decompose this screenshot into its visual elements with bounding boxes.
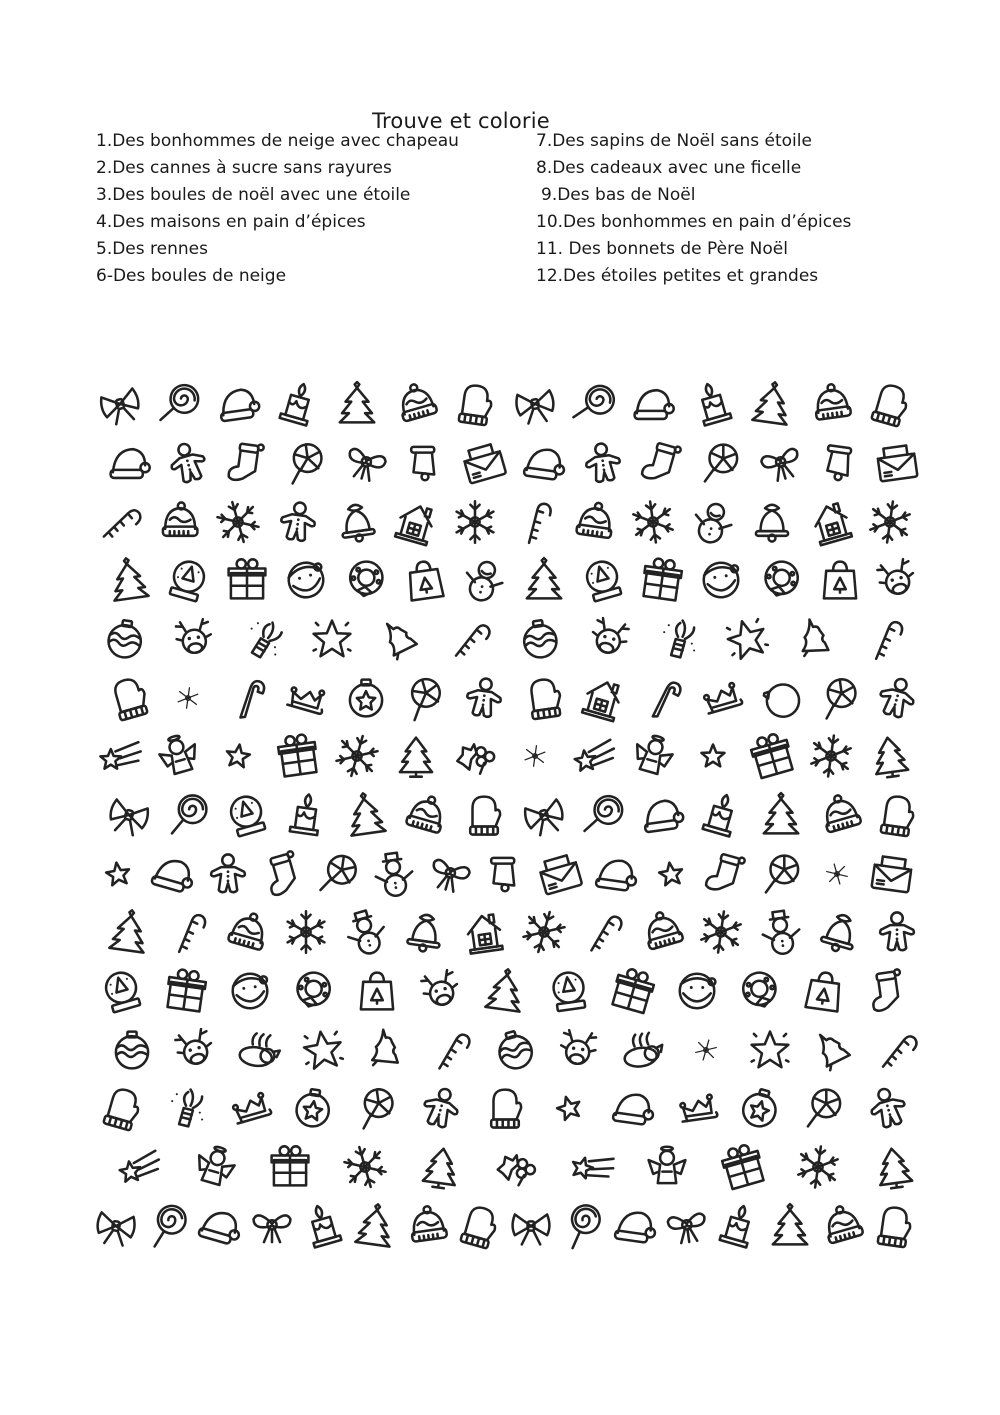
angel-icon <box>186 1139 243 1196</box>
sleigh-icon <box>693 669 750 726</box>
bow-ribbon-icon <box>661 1200 713 1252</box>
search-list-left <box>96 128 459 290</box>
bell-icon <box>399 906 451 958</box>
santa-face-icon <box>674 968 720 1014</box>
knit-hat-icon <box>805 378 857 430</box>
snowman-hatless-icon <box>684 493 741 550</box>
star-small-icon <box>212 730 264 782</box>
ornament-star-icon <box>732 1080 789 1137</box>
shooting-star-icon <box>563 1139 620 1196</box>
turkey-icon <box>616 1024 668 1076</box>
tree-plain-icon <box>393 733 439 779</box>
bell-icon <box>331 496 383 548</box>
knit-hat-icon <box>388 376 445 433</box>
bell-icon <box>749 499 795 545</box>
reindeer-icon <box>580 611 637 668</box>
santa-hat-icon <box>590 848 642 900</box>
knit-hat-icon <box>814 1197 871 1254</box>
star-big-icon <box>297 1024 349 1076</box>
bell-tilted-icon <box>482 851 528 897</box>
ornament-plain-icon <box>755 672 807 724</box>
santa-hat-icon <box>212 378 264 430</box>
mitten-icon <box>862 376 919 433</box>
bow-ribbon-icon <box>421 845 478 902</box>
bow-icon <box>509 378 561 430</box>
sleigh-icon <box>221 1080 278 1137</box>
santa-hat-icon <box>518 437 570 489</box>
snow-globe-icon <box>159 552 216 609</box>
tree-star-icon <box>340 789 392 841</box>
tree-bitten-icon <box>358 1021 415 1078</box>
bell-tilted-icon <box>402 440 448 486</box>
knit-hat-icon <box>397 787 454 844</box>
search-list-right <box>536 128 851 290</box>
candy-cane-striped-icon <box>428 1027 474 1073</box>
search-item-12: 12.Des étoiles petites et grandes <box>536 266 819 286</box>
lollipop-swirl-icon <box>759 851 805 897</box>
angel-icon <box>150 728 207 785</box>
bow-icon <box>508 1203 554 1249</box>
snowflake-icon <box>792 1141 844 1193</box>
shopping-bag-icon <box>798 965 850 1017</box>
snowman-hatless-icon <box>456 552 513 609</box>
lollipop-spiral-icon <box>577 789 629 841</box>
santa-hat-icon <box>145 845 202 902</box>
candy-cane-striped-icon <box>506 493 563 550</box>
reindeer-icon <box>869 552 926 609</box>
snow-globe-icon <box>93 963 150 1020</box>
bow-icon <box>100 787 157 844</box>
gift-icon <box>267 1144 313 1190</box>
gingerbread-man-icon <box>205 851 251 897</box>
star-small-icon <box>92 848 144 900</box>
tree-star-icon <box>334 381 380 427</box>
candy-cane-striped-icon <box>580 909 626 955</box>
letter-icon <box>866 848 918 900</box>
stocking-icon <box>634 435 691 492</box>
snowflake-icon <box>328 728 385 785</box>
gingerbread-man-icon <box>874 909 920 955</box>
search-item-7: 7.Des sapins de Noël sans étoile <box>536 131 812 151</box>
gift-icon <box>743 728 800 785</box>
santa-hat-icon <box>636 789 688 841</box>
lollipop-spiral-icon <box>565 376 622 433</box>
gingerbread-man-icon <box>458 672 510 724</box>
snow-globe-icon <box>219 787 276 844</box>
tree-star-icon <box>479 965 531 1017</box>
lollipop-spiral-icon <box>142 1200 194 1252</box>
gift-icon <box>160 965 212 1017</box>
reindeer-icon <box>552 1024 604 1076</box>
tree-plain-icon <box>868 1141 920 1193</box>
knit-hat-icon <box>568 496 620 548</box>
mitten-icon <box>482 1085 528 1131</box>
search-item-8: 8.Des cadeaux avec une ficelle <box>536 158 802 178</box>
santa-hat-icon <box>607 1082 659 1134</box>
lollipop-swirl-icon <box>351 1082 403 1134</box>
party-popper-icon <box>655 616 701 662</box>
letter-icon <box>532 845 589 902</box>
lollipop-swirl-icon <box>814 672 866 724</box>
search-item-1: 1.Des bonhommes de neige avec chapeau <box>96 131 459 151</box>
lollipop-spiral-icon <box>554 1197 611 1254</box>
mitten-icon <box>871 789 923 841</box>
gift-icon <box>604 963 661 1020</box>
bow-ribbon-icon <box>337 435 394 492</box>
ornament-star-icon <box>343 675 389 721</box>
search-item-6: 6-Des boules de neige <box>96 266 287 286</box>
gingerbread-house-icon <box>803 493 860 550</box>
lollipop-swirl-icon <box>313 848 365 900</box>
snowman-hat-icon <box>337 904 394 961</box>
snowman-hat-icon <box>755 906 807 958</box>
snowflake-icon <box>627 496 679 548</box>
letter-icon <box>871 437 923 489</box>
snowflake-icon <box>452 499 498 545</box>
ornament-star-icon <box>287 1082 339 1134</box>
gift-icon <box>714 1139 771 1196</box>
santa-hat-icon <box>191 1197 248 1254</box>
lollipop-swirl-icon <box>801 1085 847 1131</box>
tree-star-icon <box>103 554 155 606</box>
star-big-icon <box>747 1027 793 1073</box>
gift-icon <box>636 554 688 606</box>
candy-cane-striped-icon <box>162 906 214 958</box>
wreath-icon <box>285 963 342 1020</box>
stocking-icon <box>862 965 914 1017</box>
holly-icon <box>490 1141 542 1193</box>
shooting-star-icon <box>113 1141 165 1193</box>
star-small-icon <box>540 1080 597 1137</box>
candle-icon <box>280 789 332 841</box>
candle-icon <box>684 376 741 433</box>
sleigh-icon <box>671 1082 723 1134</box>
knit-hat-icon <box>401 1200 453 1252</box>
search-item-5: 5.Des rennes <box>96 239 208 259</box>
lollipop-spiral-icon <box>165 792 211 838</box>
mitten-icon <box>93 1080 150 1137</box>
gingerbread-house-icon <box>574 669 631 726</box>
worksheet-title: Trouve et colorie <box>372 109 550 134</box>
candle-icon <box>693 787 750 844</box>
lollipop-spiral-icon <box>153 378 205 430</box>
gingerbread-man-icon <box>159 435 216 492</box>
reindeer-icon <box>168 613 220 665</box>
stocking-icon <box>698 845 755 902</box>
snowman-hat-icon <box>368 848 420 900</box>
gift-icon <box>224 557 270 603</box>
tree-star-icon <box>767 1203 813 1249</box>
search-item-11: 11. Des bonnets de Père Noël <box>536 239 788 259</box>
knit-hat-icon <box>812 787 869 844</box>
gingerbread-house-icon <box>458 906 510 958</box>
candle-icon <box>269 376 326 433</box>
santa-hat-icon <box>609 1200 661 1252</box>
knit-hat-icon <box>634 904 691 961</box>
lollipop-swirl-icon <box>698 440 744 486</box>
tree-plain-icon <box>864 730 916 782</box>
bow-ribbon-icon <box>249 1203 295 1249</box>
tree-star-icon <box>103 906 155 958</box>
snow-globe-icon <box>543 965 595 1017</box>
tree-star-icon <box>521 557 567 603</box>
snowflake-icon <box>805 730 857 782</box>
party-popper-icon <box>163 1085 209 1131</box>
wreath-icon <box>752 552 809 609</box>
snowflake-icon <box>210 493 267 550</box>
snowflake-small-icon <box>509 730 561 782</box>
angel-icon <box>625 728 682 785</box>
tree-bitten-icon <box>805 1021 862 1078</box>
candy-cane-plain-icon <box>639 675 685 721</box>
gingerbread-man-icon <box>860 1080 917 1137</box>
shopping-bag-icon <box>399 554 451 606</box>
mitten-icon <box>451 1197 508 1254</box>
mitten-icon <box>868 1200 920 1252</box>
search-item-10: 10.Des bonhommes en pain d’épices <box>536 212 852 232</box>
turkey-icon <box>233 1024 285 1076</box>
snowflake-icon <box>515 904 572 961</box>
snowflake-small-icon <box>162 672 214 724</box>
tree-star-icon <box>758 792 804 838</box>
star-big-icon <box>719 611 776 668</box>
tree-bitten-icon <box>790 613 842 665</box>
santa-face-icon <box>224 965 276 1017</box>
christmas-icon-grid <box>90 375 920 1255</box>
candy-cane-striped-icon <box>859 613 911 665</box>
candy-cane-striped-icon <box>871 1024 923 1076</box>
knit-hat-icon <box>156 499 202 545</box>
snowflake-icon <box>695 906 747 958</box>
gift-icon <box>272 730 324 782</box>
bow-icon <box>91 376 148 433</box>
snow-globe-icon <box>574 552 631 609</box>
snowflake-icon <box>337 1139 394 1196</box>
bow-icon <box>515 787 572 844</box>
tree-star-icon <box>349 1200 401 1252</box>
search-item-9: 9.Des bas de Noël <box>541 185 696 205</box>
holly-icon <box>447 728 504 785</box>
star-big-icon <box>309 616 355 662</box>
gingerbread-house-icon <box>388 493 445 550</box>
gingerbread-man-icon <box>577 437 629 489</box>
ornament-waves-icon <box>486 1021 543 1078</box>
tree-bitten-icon <box>373 611 430 668</box>
santa-hat-icon <box>630 381 676 427</box>
ornament-waves-icon <box>109 1027 155 1073</box>
ornament-waves-icon <box>514 613 566 665</box>
stocking-icon <box>221 437 273 489</box>
mitten-icon <box>461 792 507 838</box>
santa-face-icon <box>278 552 335 609</box>
gingerbread-man-icon <box>272 496 324 548</box>
wreath-icon <box>732 963 789 1020</box>
mitten-icon <box>518 672 570 724</box>
letter-icon <box>456 435 513 492</box>
angel-icon <box>644 1144 690 1190</box>
shopping-bag-icon <box>354 968 400 1014</box>
candy-cane-striped-icon <box>91 493 148 550</box>
shooting-star-icon <box>97 733 143 779</box>
bow-ribbon-icon <box>752 435 809 492</box>
tree-star-icon <box>746 378 798 430</box>
reindeer-icon <box>167 1021 224 1078</box>
candle-icon <box>710 1197 767 1254</box>
snowflake-small-icon <box>678 1021 735 1078</box>
ornament-waves-icon <box>99 613 151 665</box>
gingerbread-man-icon <box>869 669 926 726</box>
bell-icon <box>812 904 869 961</box>
lollipop-swirl-icon <box>397 669 454 726</box>
mitten-icon <box>449 378 501 430</box>
gingerbread-man-icon <box>413 1080 470 1137</box>
star-small-icon <box>690 733 736 779</box>
tree-plain-icon <box>415 1141 467 1193</box>
knit-hat-icon <box>219 904 276 961</box>
candy-cane-plain-icon <box>221 672 273 724</box>
wreath-icon <box>340 554 392 606</box>
shopping-bag-icon <box>817 557 863 603</box>
search-item-2: 2.Des cannes à sucre sans rayures <box>96 158 392 178</box>
star-small-icon <box>645 848 697 900</box>
search-item-3: 3.Des boules de noël avec une étoile <box>96 185 411 205</box>
snowflake-icon <box>283 909 329 955</box>
snowflake-icon <box>864 496 916 548</box>
santa-face-icon <box>695 554 747 606</box>
candy-cane-striped-icon <box>444 613 496 665</box>
santa-hat-icon <box>106 440 152 486</box>
snowflake-small-icon <box>809 845 866 902</box>
sleigh-icon <box>278 669 335 726</box>
candle-icon <box>295 1197 352 1254</box>
mitten-icon <box>100 669 157 726</box>
search-item-4: 4.Des maisons en pain d’épices <box>96 212 366 232</box>
bell-tilted-icon <box>814 437 866 489</box>
party-popper-icon <box>234 611 291 668</box>
shooting-star-icon <box>568 730 620 782</box>
bow-icon <box>90 1200 142 1252</box>
stocking-icon <box>255 845 312 902</box>
reindeer-icon <box>413 963 470 1020</box>
lollipop-swirl-icon <box>280 437 332 489</box>
